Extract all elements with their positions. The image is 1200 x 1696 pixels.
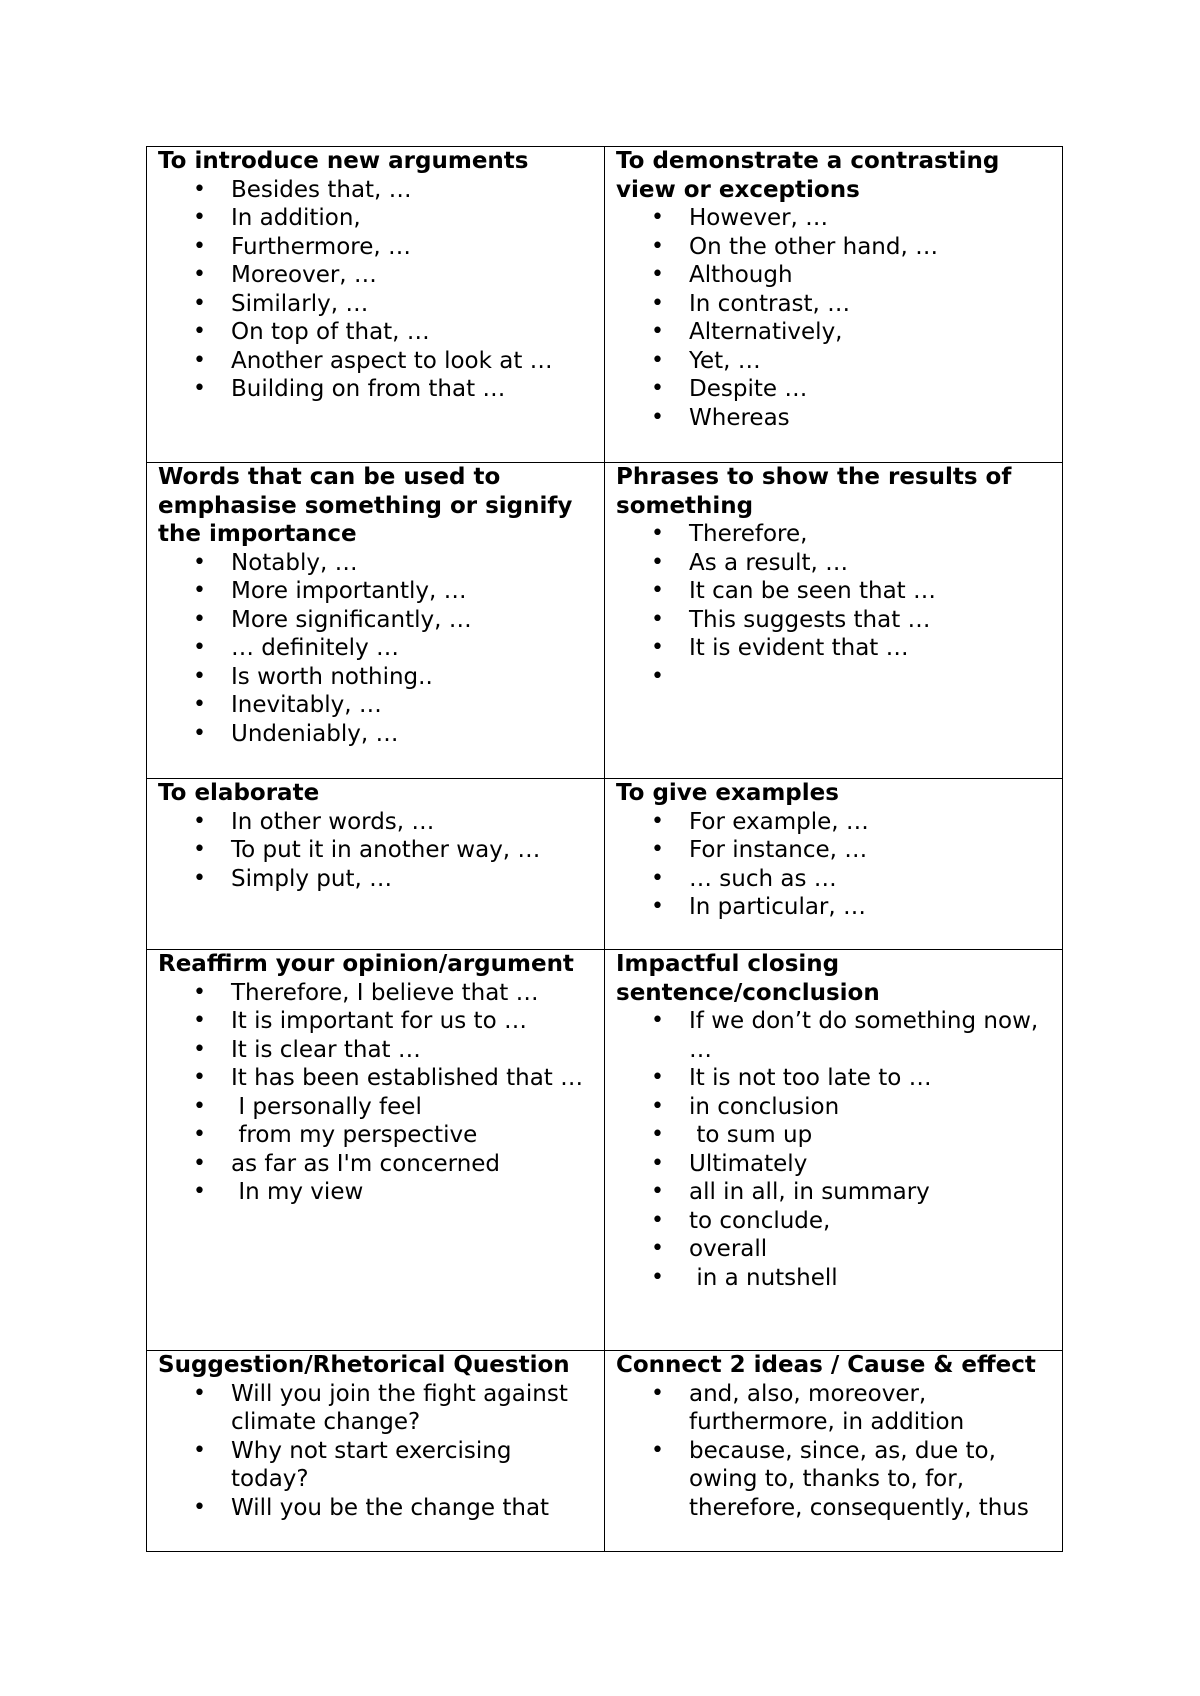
list-item bbox=[193, 261, 594, 290]
phrase-list bbox=[158, 979, 594, 1207]
list-item-text: to conclude, bbox=[689, 1207, 831, 1234]
list-item-text: It is evident that … bbox=[689, 635, 909, 661]
bullet-icon: • bbox=[193, 1380, 206, 1406]
list-item-text: In contrast, … bbox=[689, 290, 851, 317]
list-item-text: However, … bbox=[689, 205, 829, 231]
list-item bbox=[193, 808, 594, 837]
cell-content bbox=[158, 950, 594, 1207]
cell-rhetorical-question bbox=[147, 1351, 605, 1552]
bullet-icon: • bbox=[651, 1008, 664, 1033]
bullet-icon: • bbox=[651, 808, 664, 834]
list-item-text: Why not start exercising today? bbox=[231, 1437, 519, 1492]
section-heading: Reaffirm your opinion/argument bbox=[158, 951, 574, 977]
list-item-text: It has been established that … bbox=[231, 1065, 584, 1091]
bullet-icon: • bbox=[193, 578, 206, 603]
list-item bbox=[651, 808, 1052, 837]
bullet-icon: • bbox=[193, 290, 206, 316]
list-item bbox=[193, 204, 594, 233]
list-item bbox=[193, 865, 594, 894]
list-item bbox=[193, 720, 594, 749]
list-item bbox=[651, 606, 1052, 635]
list-item-text: I personally feel bbox=[231, 1093, 422, 1120]
list-item-text: Therefore, I believe that … bbox=[231, 979, 539, 1006]
section-heading: Words that can be used to emphasise something or signify the importance bbox=[158, 464, 573, 547]
list-item bbox=[651, 1150, 1052, 1179]
cell-connect-ideas bbox=[605, 1351, 1063, 1552]
bullet-icon: • bbox=[193, 1065, 206, 1090]
section-heading: Suggestion/Rhetorical Question bbox=[158, 1352, 570, 1378]
bullet-icon: • bbox=[651, 606, 664, 632]
bullet-icon: • bbox=[193, 205, 206, 230]
list-item bbox=[193, 1064, 594, 1093]
list-item bbox=[193, 1007, 594, 1036]
table-row bbox=[147, 950, 1063, 1351]
section-heading: To elaborate bbox=[158, 780, 320, 806]
cell-contrasting-view bbox=[605, 147, 1063, 463]
bullet-icon: • bbox=[651, 578, 664, 603]
section-heading: Impactful closing sentence/conclusion bbox=[616, 951, 880, 1006]
list-item-text: More importantly, … bbox=[231, 578, 467, 604]
bullet-icon: • bbox=[193, 837, 206, 862]
cell-content bbox=[616, 1351, 1052, 1522]
list-item-text: More significantly, … bbox=[231, 606, 472, 633]
list-item-text: in conclusion bbox=[689, 1093, 840, 1120]
list-item bbox=[651, 1064, 1052, 1093]
list-item bbox=[193, 1093, 594, 1122]
bullet-icon: • bbox=[651, 205, 664, 230]
list-item bbox=[651, 520, 1052, 549]
list-item bbox=[193, 549, 594, 578]
phrase-list bbox=[616, 204, 1052, 432]
bullet-icon: • bbox=[193, 606, 206, 632]
bullet-icon: • bbox=[651, 233, 664, 259]
list-item bbox=[651, 1437, 1052, 1523]
bullet-icon: • bbox=[193, 692, 206, 717]
bullet-icon: • bbox=[651, 894, 664, 919]
list-item bbox=[193, 1178, 594, 1207]
list-item-text: Another aspect to look at … bbox=[231, 347, 553, 374]
list-item-text: As a result, … bbox=[689, 549, 849, 576]
bullet-icon: • bbox=[651, 837, 664, 862]
list-item-text: Notably, … bbox=[231, 549, 358, 576]
list-item bbox=[193, 347, 594, 376]
list-item bbox=[193, 979, 594, 1008]
list-item bbox=[193, 836, 594, 865]
list-item-text: Ultimately bbox=[689, 1150, 808, 1177]
phrase-list bbox=[616, 1380, 1052, 1523]
list-item-text: as far as I'm concerned bbox=[231, 1150, 501, 1177]
list-item bbox=[651, 261, 1052, 290]
bullet-icon: • bbox=[651, 1236, 664, 1261]
list-item-text: Will you join the fight against climate change? bbox=[231, 1380, 576, 1435]
list-item bbox=[651, 1264, 1052, 1293]
list-item-text: Besides that, … bbox=[231, 176, 412, 203]
list-item-text: It is important for us to … bbox=[231, 1008, 527, 1034]
bullet-icon: • bbox=[651, 635, 664, 660]
list-item bbox=[651, 836, 1052, 865]
list-item-text: On the other hand, … bbox=[689, 233, 939, 260]
bullet-icon: • bbox=[193, 808, 206, 834]
section-heading: To demonstrate a contrasting view or exceptions bbox=[616, 148, 1000, 203]
phrase-table bbox=[146, 146, 1063, 1552]
bullet-icon: • bbox=[651, 1150, 664, 1176]
list-item bbox=[651, 893, 1052, 922]
list-item bbox=[651, 1093, 1052, 1122]
phrase-list bbox=[158, 176, 594, 404]
bullet-icon: • bbox=[651, 290, 664, 316]
bullet-icon: • bbox=[651, 1207, 664, 1233]
bullet-icon: • bbox=[193, 1036, 206, 1062]
list-item-text: Undeniably, … bbox=[231, 720, 399, 747]
bullet-icon: • bbox=[651, 319, 664, 344]
bullet-icon: • bbox=[193, 549, 206, 575]
bullet-icon: • bbox=[193, 262, 206, 287]
list-item-text: Moreover, … bbox=[231, 262, 377, 288]
list-item bbox=[651, 1380, 1052, 1437]
list-item-text: It can be seen that … bbox=[689, 578, 936, 604]
list-item bbox=[193, 1150, 594, 1179]
list-item bbox=[651, 1207, 1052, 1236]
list-item-text: Simply put, … bbox=[231, 865, 393, 892]
list-item bbox=[193, 1380, 594, 1437]
list-item bbox=[651, 1007, 1052, 1064]
list-item bbox=[193, 606, 594, 635]
list-item-text: Will you be the change that bbox=[231, 1494, 550, 1521]
cell-content bbox=[616, 147, 1052, 432]
bullet-icon: • bbox=[651, 376, 664, 401]
list-item bbox=[651, 1235, 1052, 1264]
phrase-list bbox=[616, 1007, 1052, 1292]
bullet-icon: • bbox=[193, 376, 206, 401]
list-item bbox=[193, 663, 594, 692]
list-item-text: It is clear that … bbox=[231, 1036, 421, 1063]
table-row bbox=[147, 1351, 1063, 1552]
list-item bbox=[651, 347, 1052, 376]
list-item bbox=[651, 577, 1052, 606]
bullet-icon: • bbox=[193, 319, 206, 344]
list-item bbox=[651, 1178, 1052, 1207]
list-item bbox=[193, 233, 594, 262]
list-item-text: Therefore, bbox=[689, 521, 808, 547]
list-item-text: In addition, bbox=[231, 205, 361, 231]
cell-content bbox=[158, 779, 594, 893]
list-item-text: For example, … bbox=[689, 808, 869, 835]
cell-content bbox=[616, 463, 1052, 689]
bullet-icon: • bbox=[651, 262, 664, 287]
cell-content bbox=[158, 147, 594, 404]
list-item-text: Although bbox=[689, 262, 793, 288]
list-item bbox=[193, 1121, 594, 1150]
cell-emphasis bbox=[147, 463, 605, 779]
list-item-text: It is not too late to … bbox=[689, 1065, 932, 1091]
phrase-list bbox=[158, 549, 594, 749]
bullet-icon: • bbox=[651, 663, 664, 689]
cell-results bbox=[605, 463, 1063, 779]
list-item bbox=[651, 549, 1052, 578]
bullet-icon: • bbox=[193, 233, 206, 259]
bullet-icon: • bbox=[651, 521, 664, 546]
list-item bbox=[193, 634, 594, 663]
bullet-icon: • bbox=[651, 1093, 664, 1119]
bullet-icon: • bbox=[193, 1093, 206, 1119]
list-item bbox=[651, 375, 1052, 404]
list-item-text: In my view bbox=[231, 1179, 364, 1205]
list-item bbox=[193, 577, 594, 606]
cell-reaffirm-opinion bbox=[147, 950, 605, 1351]
list-item-text: In particular, … bbox=[689, 894, 867, 920]
cell-examples bbox=[605, 779, 1063, 950]
list-item bbox=[193, 1494, 594, 1523]
bullet-icon: • bbox=[193, 635, 206, 660]
bullet-icon: • bbox=[651, 1179, 664, 1204]
bullet-icon: • bbox=[193, 176, 206, 202]
table-row bbox=[147, 147, 1063, 463]
bullet-icon: • bbox=[193, 1008, 206, 1033]
list-item bbox=[193, 176, 594, 205]
bullet-icon: • bbox=[651, 347, 664, 373]
list-item-text: This suggests that … bbox=[689, 606, 931, 633]
list-item-text: from my perspective bbox=[231, 1122, 478, 1148]
bullet-icon: • bbox=[193, 663, 206, 689]
cell-content bbox=[616, 779, 1052, 922]
list-item-text: For instance, … bbox=[689, 837, 868, 863]
phrase-list bbox=[616, 520, 1052, 689]
cell-content bbox=[158, 463, 594, 748]
bullet-icon: • bbox=[651, 1380, 664, 1406]
list-item bbox=[193, 375, 594, 404]
list-item-text: Is worth nothing.. bbox=[231, 663, 433, 690]
list-item-text: because, since, as, due to, owing to, thanks to, for, therefore, consequently, thus bbox=[689, 1437, 1029, 1521]
table-row bbox=[147, 463, 1063, 779]
list-item-text: To put it in another way, … bbox=[231, 837, 541, 863]
bullet-icon: • bbox=[651, 549, 664, 575]
cell-elaborate bbox=[147, 779, 605, 950]
list-item-text: … definitely … bbox=[231, 635, 399, 661]
bullet-icon: • bbox=[193, 720, 206, 746]
table-row bbox=[147, 779, 1063, 950]
section-heading: Connect 2 ideas / Cause & effect bbox=[616, 1352, 1036, 1378]
list-item bbox=[651, 233, 1052, 262]
list-item-text: Alternatively, bbox=[689, 319, 843, 345]
list-item-text: If we don’t do something now, … bbox=[689, 1008, 1046, 1063]
cell-content bbox=[158, 1351, 594, 1522]
list-item-text: … such as … bbox=[689, 865, 837, 892]
section-heading: To introduce new arguments bbox=[158, 148, 529, 174]
bullet-icon: • bbox=[193, 979, 206, 1005]
list-item-text: Whereas bbox=[689, 404, 790, 431]
list-item-text: to sum up bbox=[689, 1122, 813, 1148]
list-item-text: Yet, … bbox=[689, 347, 761, 374]
list-item bbox=[651, 634, 1052, 663]
bullet-icon: • bbox=[651, 404, 664, 430]
bullet-icon: • bbox=[193, 1122, 206, 1147]
bullet-icon: • bbox=[651, 1122, 664, 1147]
bullet-icon: • bbox=[651, 1264, 664, 1290]
list-item bbox=[193, 318, 594, 347]
list-item-text: On top of that, … bbox=[231, 319, 430, 345]
list-item-text: overall bbox=[689, 1236, 768, 1262]
bullet-icon: • bbox=[193, 1179, 206, 1204]
list-item bbox=[651, 290, 1052, 319]
list-item bbox=[193, 1036, 594, 1065]
list-item-text: in a nutshell bbox=[689, 1264, 838, 1291]
list-item-text: Furthermore, … bbox=[231, 233, 412, 260]
bullet-icon: • bbox=[651, 865, 664, 891]
cell-closing-sentence bbox=[605, 950, 1063, 1351]
section-heading: To give examples bbox=[616, 780, 839, 806]
phrase-list bbox=[616, 808, 1052, 922]
phrase-list bbox=[158, 1380, 594, 1523]
bullet-icon: • bbox=[651, 1065, 664, 1090]
list-item bbox=[651, 318, 1052, 347]
bullet-icon: • bbox=[193, 347, 206, 373]
bullet-icon: • bbox=[193, 865, 206, 891]
bullet-icon: • bbox=[193, 1494, 206, 1520]
list-item bbox=[651, 404, 1052, 433]
list-item bbox=[651, 1121, 1052, 1150]
cell-new-arguments bbox=[147, 147, 605, 463]
list-item-text: Despite … bbox=[689, 376, 808, 402]
list-item bbox=[651, 865, 1052, 894]
cell-content bbox=[616, 950, 1052, 1292]
section-heading: Phrases to show the results of something bbox=[616, 464, 1012, 519]
list-item-text: In other words, … bbox=[231, 808, 435, 835]
bullet-icon: • bbox=[651, 1437, 664, 1463]
list-item-text: Similarly, … bbox=[231, 290, 369, 317]
list-item bbox=[193, 691, 594, 720]
list-item-text: Building on from that … bbox=[231, 376, 506, 402]
list-item-text: and, also, moreover, furthermore, in addition bbox=[689, 1380, 965, 1435]
list-item bbox=[193, 1437, 594, 1494]
list-item-text: Inevitably, … bbox=[231, 692, 382, 718]
phrase-list bbox=[158, 808, 594, 894]
bullet-icon: • bbox=[193, 1437, 206, 1463]
bullet-icon: • bbox=[193, 1150, 206, 1176]
list-item-text: all in all, in summary bbox=[689, 1179, 930, 1205]
list-item bbox=[193, 290, 594, 319]
list-item bbox=[651, 204, 1052, 233]
